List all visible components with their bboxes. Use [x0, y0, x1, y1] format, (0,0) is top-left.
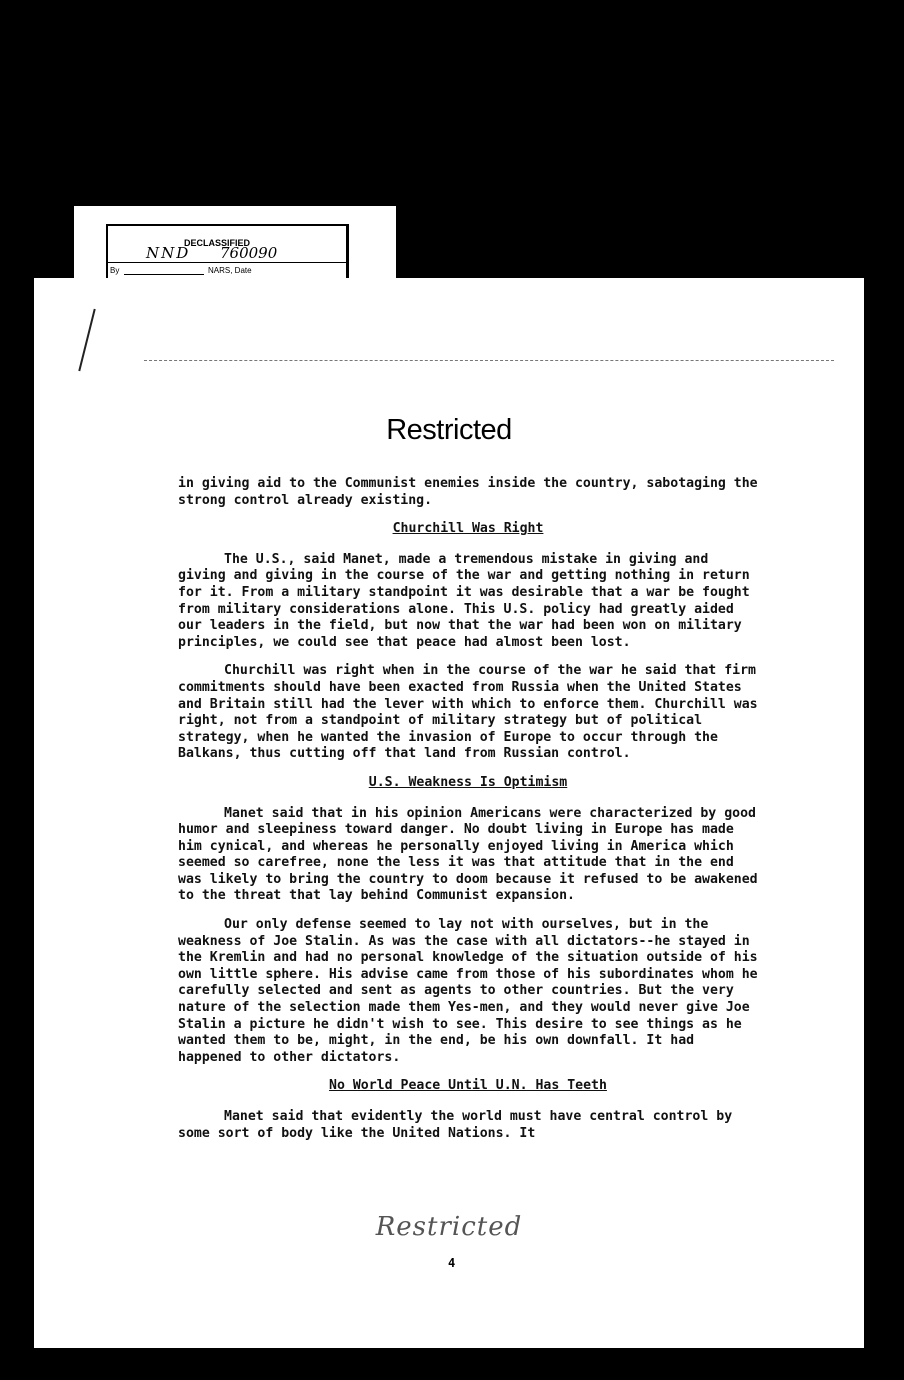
paragraph: Our only defense seemed to lay not with ourselves, but in the weakness of Joe Stalin. As was the case with all dictators--he stayed in the Kremlin and had no personal knowledge of the situation outside of his own little sphere. His advise came from those of his subordinates whom he carefully selected and sent as agents to other countries. But the very nature of the selection made them Yes-men, and they would never give Joe Stalin a picture he didn't wish to see. This desire to see things as he wanted them to be, might, in the end, be his own downfall. It had happened to other dictators. [178, 917, 758, 1065]
stamp-authority: NND [146, 244, 191, 262]
paragraph: Churchill was right when in the course of the war he said that firm commitments should have been exacted from Russia when the United States and Britain still had the lever with which to enforce them. Churchill was right, not from a standpoint of military strategy but of political strategy, when he wanted the invasion of Europe to occur through the Balkans, thus cutting off that land from Russian control. [178, 663, 758, 762]
paragraph: Manet said that evidently the world must have central control by some sort of body like the United Nations. It [178, 1109, 733, 1141]
document-body [178, 476, 758, 1154]
section-heading: Churchill Was Right [392, 521, 544, 537]
intro-paragraph: in giving aid to the Communist enemies inside the country, sabotaging the strong control already existing. [178, 476, 758, 508]
page-footer: Restricted [375, 1212, 523, 1242]
document-page [34, 278, 864, 1348]
paragraph: Manet said that in his opinion Americans were characterized by good humor and sleepiness toward danger. No doubt living in Europe has made him cynical, and whereas he personally enjoyed living in America which seemed so carefree, none the less it was that attitude that in the end was likely to bring the country to doom because it refused to be awakened to the threat that lay behind Communist expansion. [178, 805, 758, 904]
declassification-stamp [74, 206, 396, 286]
stamp-by-line [124, 274, 204, 275]
pencil-mark [78, 309, 95, 372]
stamp-divider [108, 262, 346, 263]
stamp-by-label: By [110, 266, 120, 275]
stamp-declassified-label: DECLASSIFIED [184, 238, 251, 248]
section-heading: U.S. Weakness Is Optimism [368, 774, 568, 790]
page-number: 4 [448, 1256, 456, 1270]
paragraph: The U.S., said Manet, made a tremendous mistake in giving and giving and giving in the course of the war and getting nothing in return for it. From a military standpoint it was desirable that a war be fought from military considerations alone. This U.S. policy had greatly aided our leaders in the field, but now that the war had been won on military principles, we could see that peace had almost been lost. [178, 551, 750, 650]
stamp-box [106, 224, 349, 280]
stamp-nars-label: NARS, Date [208, 266, 252, 275]
dashed-rule [144, 360, 834, 361]
page-header: Restricted [386, 414, 512, 446]
section-heading: No World Peace Until U.N. Has Teeth [329, 1078, 607, 1094]
stamp-number: 760090 [220, 244, 278, 262]
